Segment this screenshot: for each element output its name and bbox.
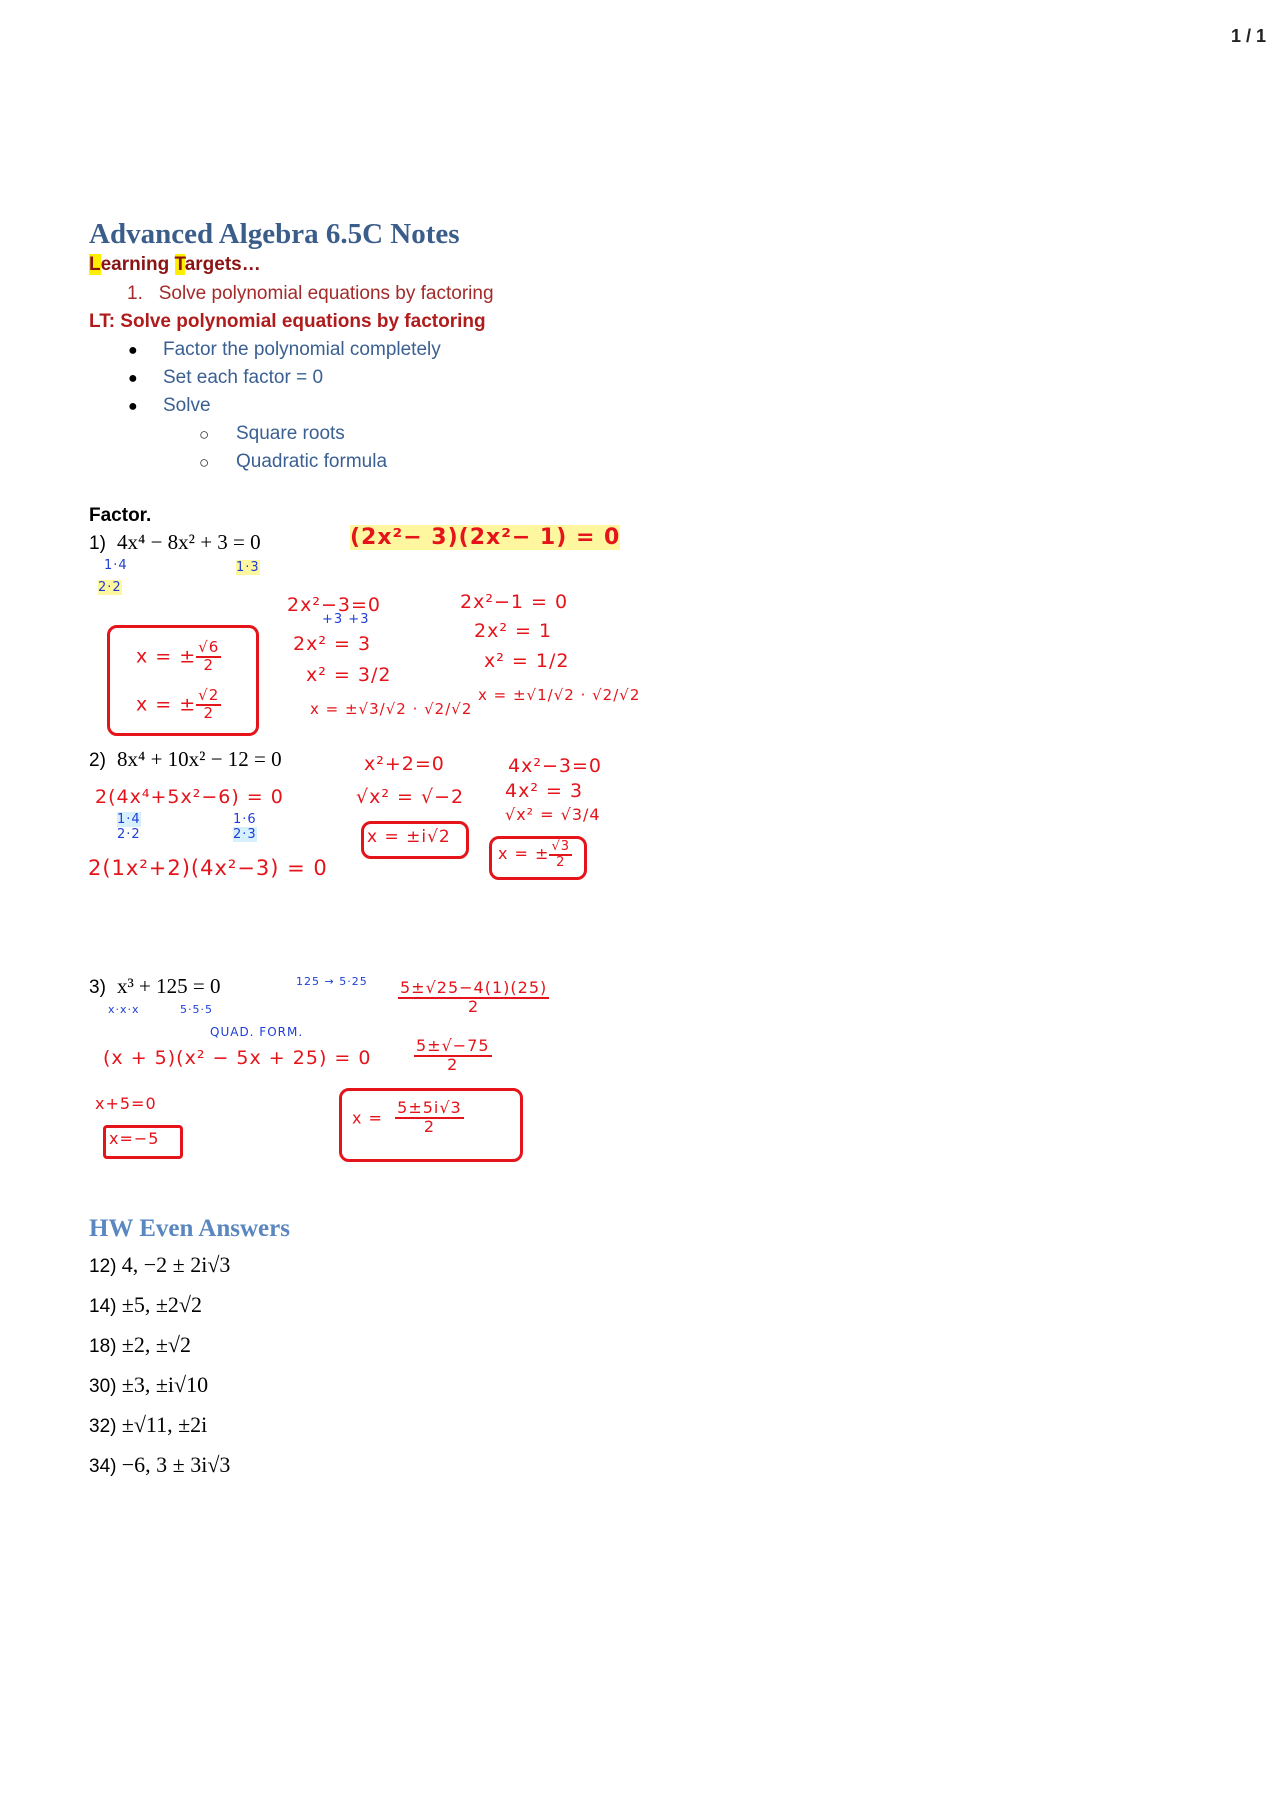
problem-2-note-b2: 2·3 xyxy=(233,827,257,842)
problem-1-factored-text: (2x²− 3)(2x²− 1) = 0 xyxy=(350,525,621,550)
problem-3-notes-tree: 125 → 5·25 xyxy=(296,975,368,988)
problem-1-equation: 4x⁴ − 8x² + 3 = 0 xyxy=(117,530,261,554)
hw-answer-value: ±5, ±2√2 xyxy=(121,1292,202,1317)
bullet-icon: ● xyxy=(128,398,138,415)
target-number: 1. xyxy=(127,283,143,304)
step-set-zero: Set each factor = 0 xyxy=(163,367,324,388)
method-square-roots: Square roots xyxy=(236,423,345,444)
qf-step-2-fraction xyxy=(414,1038,492,1074)
qf-step-1-den: 2 xyxy=(468,996,480,1016)
problem-3-label: 3) xyxy=(89,977,106,998)
p2-work-right-2: 4x² = 3 xyxy=(505,780,584,802)
answer-1-den: 2 xyxy=(203,655,214,674)
problem-1-note-b: 1·3 xyxy=(236,560,260,575)
problem-1-note-a2: 2·2 xyxy=(98,580,122,595)
highlight-l: L xyxy=(89,254,101,275)
p2-work-right-3: √x² = √3/4 xyxy=(505,805,601,824)
problem-3-answer-2-den: 2 xyxy=(423,1116,436,1136)
hw-answer-num: 14) xyxy=(89,1296,117,1317)
hw-answer-num: 30) xyxy=(89,1376,117,1397)
hw-answer-value: ±2, ±√2 xyxy=(121,1332,191,1357)
answer-2-lhs: x = xyxy=(352,1108,383,1128)
answer-2-num: √2 xyxy=(198,686,220,704)
step-solve: Solve xyxy=(163,395,211,416)
problem-3-answer-2 xyxy=(352,1100,464,1136)
hw-answer-value: −6, 3 ± 3i√3 xyxy=(121,1452,231,1477)
qf-step-1-fraction xyxy=(398,980,549,1016)
answer-2-den: 2 xyxy=(203,703,214,722)
bullet-icon: ● xyxy=(128,342,138,359)
answer-2-lhs: x = ± xyxy=(136,693,197,716)
hw-answer-num: 12) xyxy=(89,1256,117,1277)
problem-2-factored: 2(1x²+2)(4x²−3) = 0 xyxy=(88,856,328,880)
problem-1-factored xyxy=(350,525,620,550)
p2-work-left-1: x²+2=0 xyxy=(364,753,445,775)
qf-step-1-num: 5±√25−4(1)(25) xyxy=(400,978,548,997)
hw-answer-num: 18) xyxy=(89,1336,117,1357)
problem-2-note-b1: 1·6 xyxy=(233,812,257,827)
problem-3-answer-2-fraction xyxy=(395,1100,464,1136)
p1-work-right-4: x = ±√1/√2 · √2/√2 xyxy=(478,686,641,704)
target-text: Solve polynomial equations by factoring xyxy=(158,283,494,304)
p1-work-right-2: 2x² = 1 xyxy=(474,620,553,642)
problem-3-linear: x+5=0 xyxy=(95,1094,157,1113)
p2-work-right-1: 4x²−3=0 xyxy=(508,755,602,777)
answer-1-fraction xyxy=(196,640,221,674)
hw-answer-value: ±3, ±i√10 xyxy=(121,1372,209,1397)
hw-title: HW Even Answers xyxy=(89,1215,290,1242)
p1-work-left-3: 2x² = 3 xyxy=(293,633,372,655)
problem-1-answer-2 xyxy=(136,688,221,722)
answer-1-lhs: x = ± xyxy=(136,645,197,668)
answer-right-fraction xyxy=(549,840,572,869)
learning-targets-heading xyxy=(89,254,261,276)
hw-answer-num: 32) xyxy=(89,1416,117,1437)
p1-work-left-4: x² = 3/2 xyxy=(306,664,392,686)
circle-bullet-icon: ○ xyxy=(199,453,210,472)
answer-2-fraction xyxy=(196,688,221,722)
hw-answer-row xyxy=(89,1292,202,1318)
hw-answer-num: 34) xyxy=(89,1456,117,1477)
qf-step-2-num: 5±√−75 xyxy=(416,1036,490,1055)
p2-work-left-2: √x² = √−2 xyxy=(356,786,465,808)
lt-heading: LT: Solve polynomial equations by factoring xyxy=(89,311,486,332)
learning-targets-mid: earning xyxy=(100,254,175,275)
hw-answer-row xyxy=(89,1332,191,1358)
p1-work-left-1: 2x²−3=0 xyxy=(287,594,381,616)
problem-1-answer-1 xyxy=(136,640,221,674)
problem-3-equation: x³ + 125 = 0 xyxy=(117,974,221,998)
learning-targets-rest: argets… xyxy=(184,254,261,275)
problem-2-label: 2) xyxy=(89,750,106,771)
problem-3-answer-2-num: 5±5i√3 xyxy=(397,1098,462,1117)
qf-step-1 xyxy=(398,980,549,1016)
problem-2-answer-left: x = ±i√2 xyxy=(367,827,451,847)
problem-2-equation: 8x⁴ + 10x² − 12 = 0 xyxy=(117,747,282,771)
answer-right-lhs: x = ± xyxy=(498,844,550,864)
p1-work-left-2: +3 +3 xyxy=(322,612,370,627)
hw-answer-row xyxy=(89,1452,230,1478)
problem-3-notes-x: x·x·x xyxy=(108,1003,140,1016)
p1-work-right-1: 2x²−1 = 0 xyxy=(460,591,569,613)
hw-answer-value: 4, −2 ± 2i√3 xyxy=(121,1252,231,1277)
answer-right-num: √3 xyxy=(551,839,571,854)
factor-label: Factor. xyxy=(89,505,152,526)
problem-1-note-a1: 1·4 xyxy=(104,558,128,573)
bullet-icon: ● xyxy=(128,370,138,387)
highlight-t: T xyxy=(174,254,185,275)
p1-work-left-5: x = ±√3/√2 · √2/√2 xyxy=(310,700,473,718)
qf-step-2-den: 2 xyxy=(447,1054,459,1074)
quad-form-note: QUAD. FORM. xyxy=(210,1025,304,1039)
method-quadratic-formula: Quadratic formula xyxy=(236,451,388,472)
problem-2-note-a1: 1·4 xyxy=(117,812,141,827)
problem-2-note-a2: 2·2 xyxy=(117,827,141,842)
circle-bullet-icon: ○ xyxy=(199,425,210,444)
learning-target-item xyxy=(127,283,494,305)
problem-2-gcf: 2(4x⁴+5x²−6) = 0 xyxy=(95,786,284,808)
problem-3-notes-5: 5·5·5 xyxy=(180,1003,213,1016)
page-indicator: 1 / 1 xyxy=(1230,26,1266,46)
p1-work-right-3: x² = 1/2 xyxy=(484,650,570,672)
step-factor: Factor the polynomial completely xyxy=(163,339,441,360)
hw-answer-row xyxy=(89,1412,207,1438)
hw-answer-row xyxy=(89,1252,230,1278)
page-title: Advanced Algebra 6.5C Notes xyxy=(89,218,460,250)
problem-3-answer-1: x=−5 xyxy=(109,1129,160,1148)
answer-1-num: √6 xyxy=(198,638,220,656)
problem-3-factored: (x + 5)(x² − 5x + 25) = 0 xyxy=(103,1047,372,1069)
problem-2-answer-right xyxy=(498,840,572,869)
hw-answer-row xyxy=(89,1372,208,1398)
hw-answer-value: ±√11, ±2i xyxy=(121,1412,208,1437)
problem-1-label: 1) xyxy=(89,533,106,554)
answer-right-den: 2 xyxy=(556,854,566,870)
qf-step-2 xyxy=(414,1038,492,1074)
